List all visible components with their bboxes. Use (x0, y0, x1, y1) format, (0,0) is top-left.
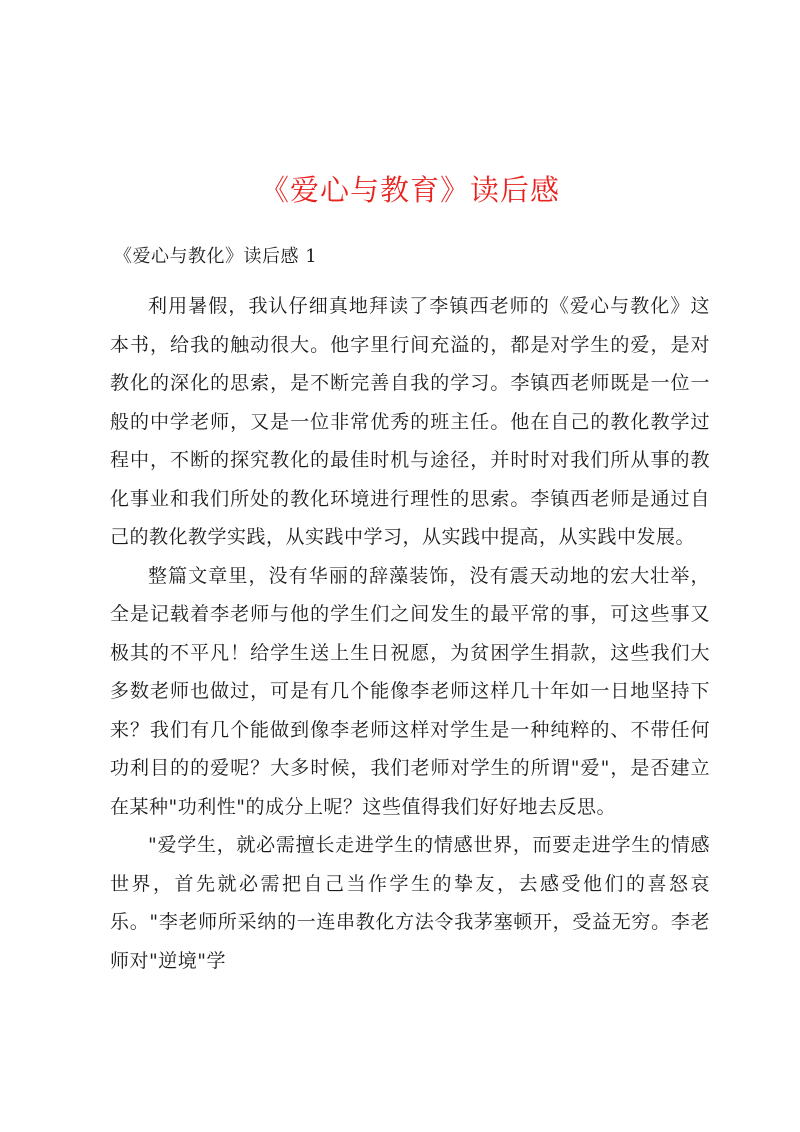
document-title: 《爱心与教育》读后感 (259, 173, 560, 207)
section-subtitle: 《爱心与教化》读后感 1 (114, 246, 318, 267)
paragraph-1: 利用暑假，我认仔细真地拜读了李镇西老师的《爱心与教化》这本书，给我的触动很大。他字里行间充溢的，都是对学生的爱，是对教化的深化的思索，是不断完善自我的学习。李镇西老师既是一位一般的中学老师，又是一位非常优秀的班主任。他在自己的教化教学过程中，不断的探究教化的最佳时机与途径，并时时对我们所从事的教化事业和我们所处的教化环境进行理性的思索。李镇西老师是通过自己的教化教学实践，从实践中学习，从实践中提高，从实践中发展。 (110, 295, 710, 548)
paragraph-2: 整篇文章里，没有华丽的辞藻装饰，没有震天动地的宏大壮举，全是记载着李老师与他的学生们之间发生的最平常的事，可这些事又极其的不平凡！给学生送上生日祝愿，为贫困学生捐款，这些我们大多数老师也做过，可是有几个能像李老师这样几十年如一日地坚持下来？我们有几个能做到像李老师这样对学生是一种纯粹的、不带任何功利目的的爱呢？大多时候，我们老师对学生的所谓"爱"，是否建立在某种"功利性"的成分上呢？这些值得我们好好地去反思。 (110, 564, 710, 818)
paragraph-3: "爱学生，就必需擅长走进学生的情感世界，而要走进学生的情感世界，首先就必需把自己当作学生的挚友，去感受他们的喜怒哀乐。"李老师所采纳的一连串教化方法令我茅塞顿开，受益无穷。李老师对"逆境"学 (110, 834, 710, 972)
